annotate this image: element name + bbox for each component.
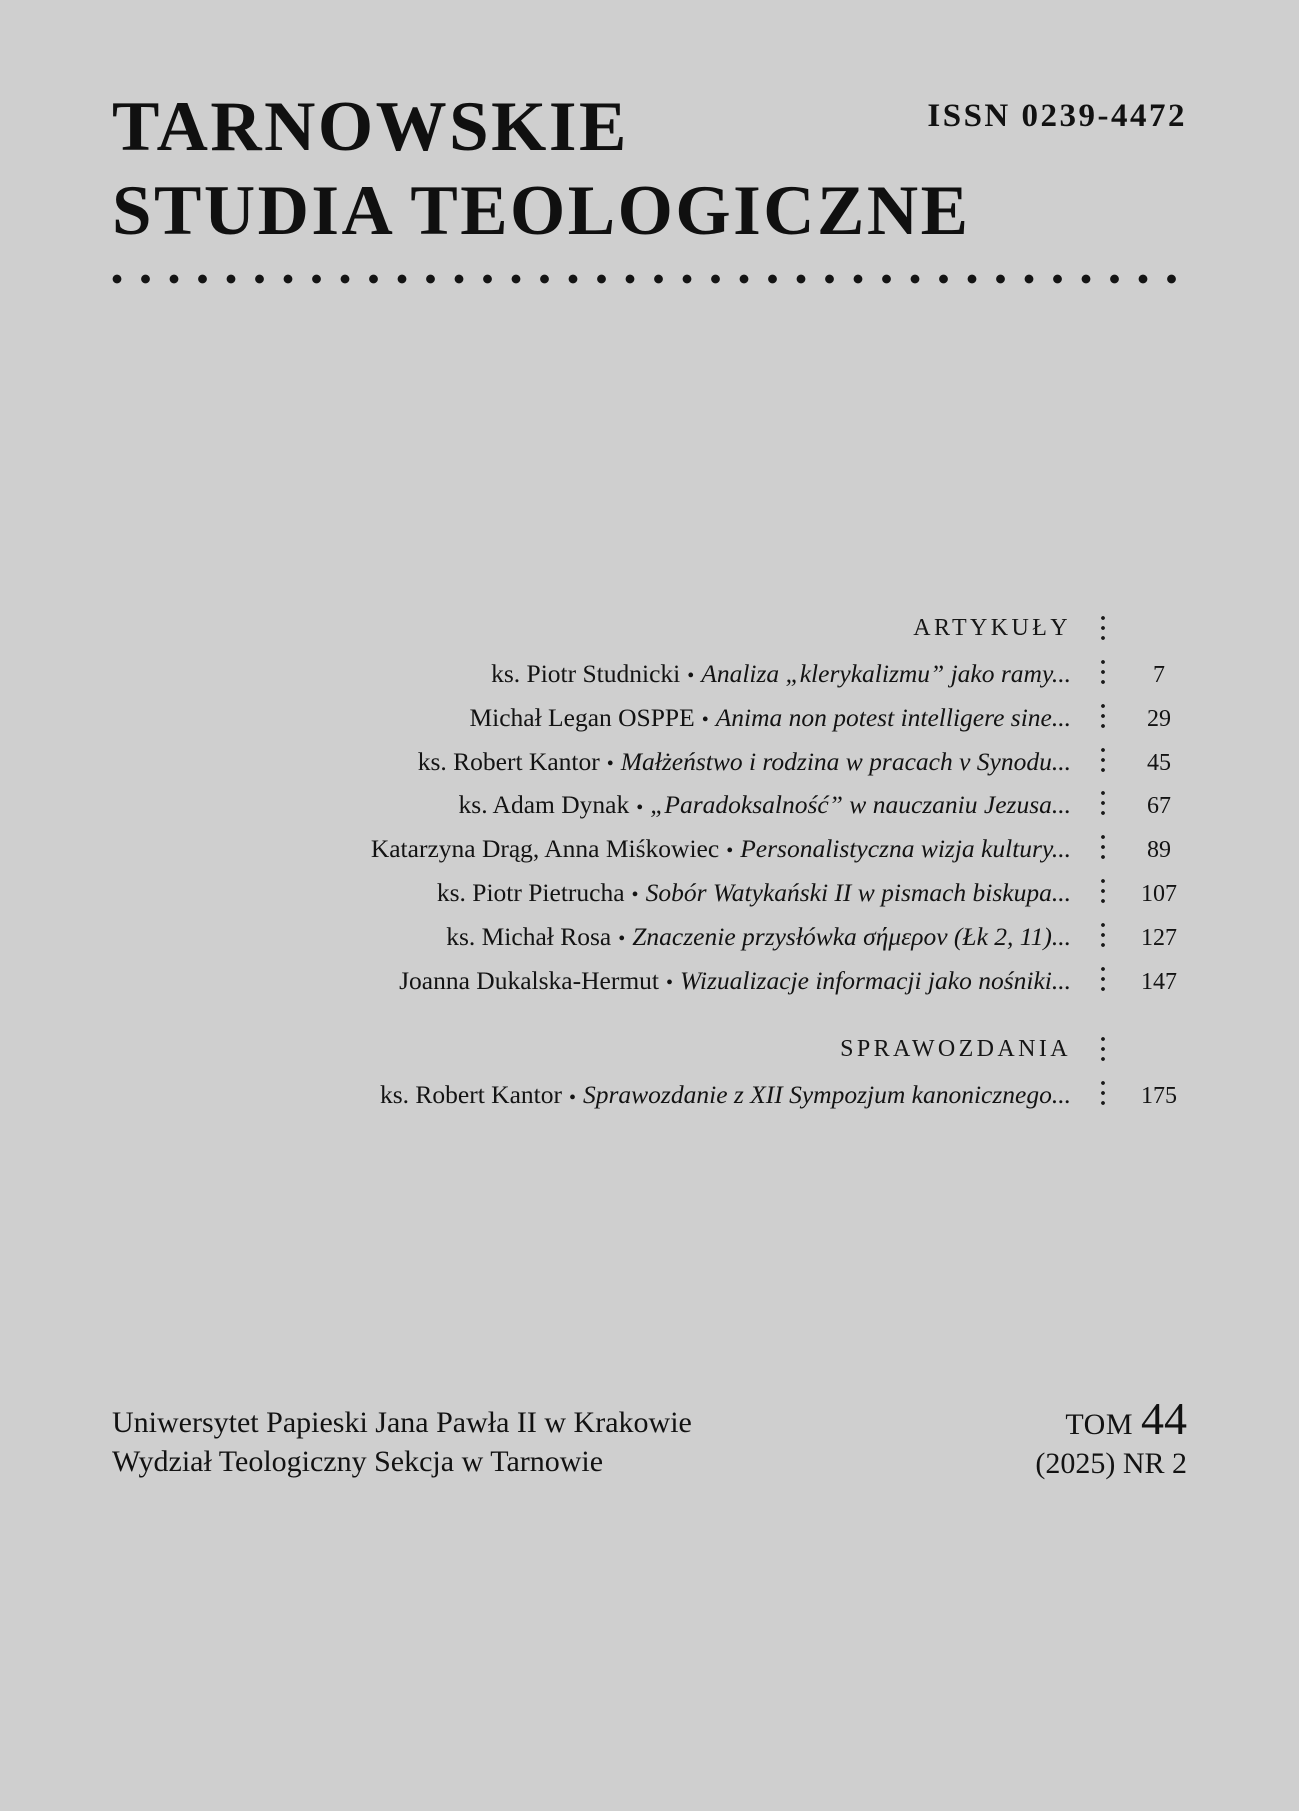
toc-entry-author: ks. Michał Rosa bbox=[446, 921, 612, 951]
dotted-separator bbox=[1101, 878, 1105, 909]
cover-footer bbox=[112, 1392, 1187, 1481]
toc-entry-author: ks. Robert Kantor bbox=[379, 1080, 562, 1110]
toc-entry-row[interactable] bbox=[240, 966, 1187, 997]
volume-label: TOM bbox=[1065, 1408, 1133, 1441]
toc-entry-author: Michał Legan OSPPE bbox=[469, 702, 695, 732]
table-of-contents bbox=[240, 615, 1187, 1124]
toc-entry-page: 89 bbox=[1147, 837, 1171, 864]
toc-entry-title: „Paradoksalność” w nauczaniu Jezusa... bbox=[650, 790, 1071, 820]
toc-entry-author: ks. Robert Kantor bbox=[417, 746, 600, 776]
bullet-icon: • bbox=[606, 752, 614, 775]
issn-label: ISSN 0239-4472 bbox=[927, 98, 1187, 134]
dotted-separator bbox=[1101, 703, 1105, 734]
toc-entry-row[interactable] bbox=[240, 790, 1187, 821]
toc-entry-title: Personalistyczna wizja kultury... bbox=[740, 834, 1071, 864]
toc-entry-page: 127 bbox=[1141, 924, 1177, 951]
toc-entry-author: Katarzyna Drąg, Anna Miśkowiec bbox=[370, 834, 720, 864]
toc-entry-row[interactable] bbox=[240, 747, 1187, 778]
toc-entry-page: 107 bbox=[1141, 880, 1177, 907]
toc-entry-text bbox=[380, 1080, 1071, 1111]
dotted-separator bbox=[1101, 966, 1105, 997]
toc-entry-title: Anima non potest intelligere sine... bbox=[715, 702, 1071, 732]
bullet-icon: • bbox=[701, 708, 709, 731]
bullet-icon: • bbox=[636, 796, 644, 819]
toc-entry-author: Joanna Dukalska-Hermut bbox=[399, 965, 660, 995]
bullet-icon: • bbox=[666, 971, 674, 994]
toc-entry-page: 147 bbox=[1141, 968, 1177, 995]
toc-entry-page: 29 bbox=[1147, 705, 1171, 732]
masthead bbox=[112, 88, 1187, 285]
toc-entry-text bbox=[418, 747, 1071, 778]
toc-entry-title: Wizualizacje informacji jako nośniki... bbox=[680, 965, 1071, 995]
dotted-separator bbox=[1101, 747, 1105, 778]
toc-entry-author: ks. Piotr Pietrucha bbox=[436, 877, 625, 907]
toc-entry-title: Analiza „klerykalizmu” jako ramy... bbox=[701, 659, 1071, 688]
issue-line: (2025) NR 2 bbox=[1035, 1447, 1187, 1480]
toc-entry-row[interactable] bbox=[240, 922, 1187, 953]
toc-entry-row[interactable] bbox=[240, 703, 1187, 734]
dotted-divider bbox=[112, 273, 1187, 285]
toc-entry-text bbox=[469, 703, 1071, 734]
journal-title-line-2: STUDIA TEOLOGICZNE bbox=[112, 171, 971, 250]
toc-entry-text bbox=[399, 966, 1071, 997]
publisher-block bbox=[112, 1404, 692, 1481]
dotted-separator bbox=[1101, 1080, 1105, 1111]
toc-entry-author: ks. Adam Dynak bbox=[458, 790, 630, 820]
dotted-separator bbox=[1101, 922, 1105, 953]
toc-entry-text bbox=[437, 878, 1071, 909]
publisher-line-1: Uniwersytet Papieski Jana Pawła II w Krakowie bbox=[112, 1406, 692, 1440]
volume-number: 44 bbox=[1141, 1393, 1187, 1444]
toc-entry-author: ks. Piotr Studnicki bbox=[491, 659, 681, 688]
toc-entry-page: 67 bbox=[1147, 793, 1171, 820]
bullet-icon: • bbox=[568, 1086, 576, 1109]
journal-title-line-1: TARNOWSKIE bbox=[112, 88, 629, 166]
dotted-separator bbox=[1101, 659, 1105, 690]
toc-entry-row[interactable] bbox=[240, 878, 1187, 909]
bullet-icon: • bbox=[631, 884, 639, 907]
toc-entry-title: Małżeństwo i rodzina w pracach v Synodu... bbox=[620, 746, 1071, 776]
bullet-icon: • bbox=[618, 927, 626, 950]
toc-entry-row[interactable] bbox=[240, 834, 1187, 865]
toc-entry-row[interactable] bbox=[240, 1080, 1187, 1111]
toc-entry-text bbox=[491, 659, 1071, 690]
toc-section-header-reports bbox=[240, 1036, 1187, 1064]
bullet-icon: • bbox=[687, 665, 695, 688]
dotted-separator bbox=[1101, 834, 1105, 865]
toc-entry-page: 45 bbox=[1147, 749, 1171, 776]
publisher-line-2: Wydział Teologiczny Sekcja w Tarnowie bbox=[112, 1444, 604, 1478]
toc-entry-title: Sobór Watykański II w pismach biskupa... bbox=[645, 877, 1071, 907]
toc-section-label: SPRAWOZDANIA bbox=[840, 1036, 1071, 1063]
toc-section-label: ARTYKUŁY bbox=[913, 615, 1071, 641]
toc-entry-title: Sprawozdanie z XII Sympozjum kanonicznego... bbox=[583, 1080, 1071, 1110]
toc-entry-row[interactable] bbox=[240, 659, 1187, 690]
toc-entry-text bbox=[371, 834, 1071, 865]
toc-entry-page: 7 bbox=[1153, 662, 1165, 688]
toc-entry-title: Znaczenie przysłówka σήμερον (Łk 2, 11)... bbox=[632, 921, 1071, 951]
toc-section-header-articles bbox=[240, 615, 1187, 643]
toc-entry-text bbox=[446, 922, 1071, 953]
toc-entry-page: 175 bbox=[1141, 1083, 1177, 1110]
dotted-separator bbox=[1101, 1036, 1105, 1064]
toc-entry-text bbox=[459, 790, 1071, 821]
volume-block bbox=[1035, 1392, 1187, 1481]
bullet-icon: • bbox=[726, 840, 734, 863]
dotted-separator bbox=[1101, 790, 1105, 821]
dotted-separator bbox=[1101, 615, 1105, 643]
volume-line bbox=[1035, 1392, 1187, 1445]
